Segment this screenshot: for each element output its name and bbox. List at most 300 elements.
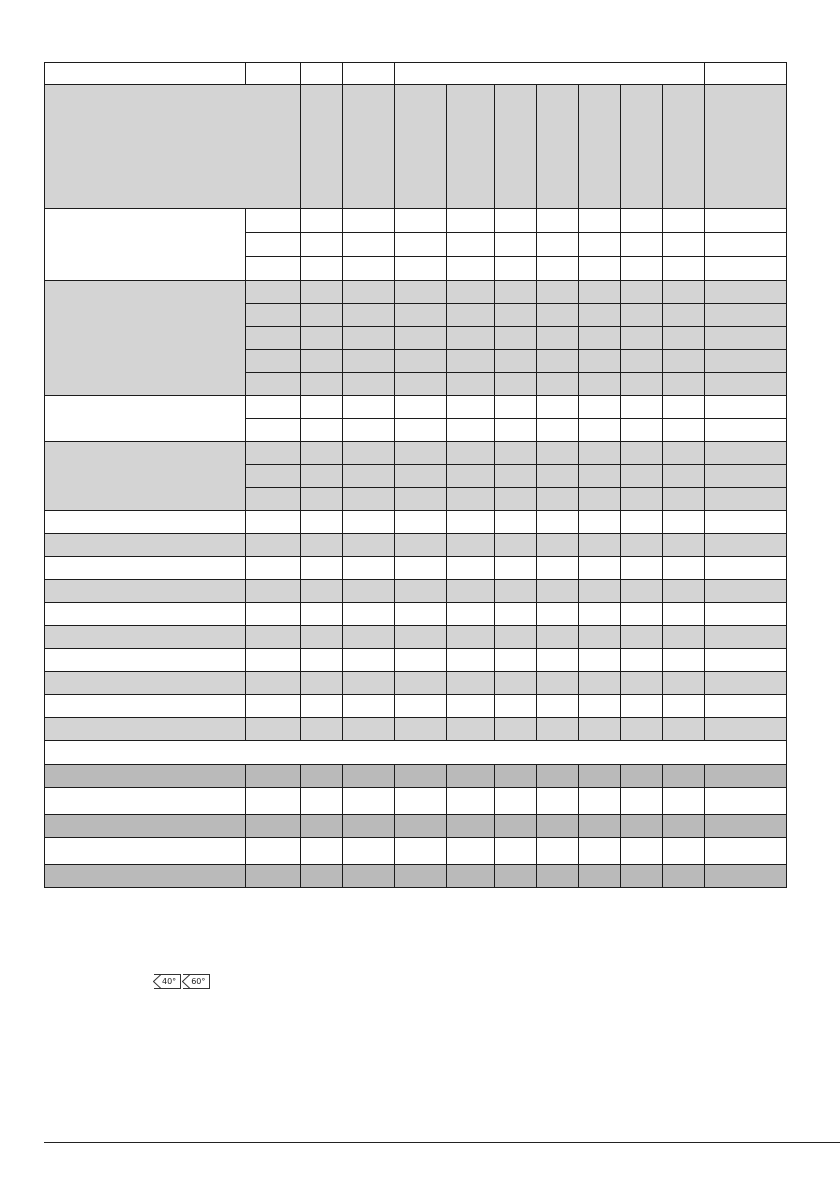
table-cell — [246, 419, 301, 442]
table-cell — [537, 695, 579, 718]
table-cell — [621, 419, 663, 442]
table-cell — [663, 327, 705, 350]
table-cell — [395, 209, 447, 233]
table-cell — [343, 788, 395, 815]
table-cell — [246, 649, 301, 672]
table-cell — [447, 557, 495, 580]
table-cell — [621, 350, 663, 373]
table-cell — [663, 465, 705, 488]
table-cell — [447, 603, 495, 626]
table-cell — [621, 603, 663, 626]
table-cell — [246, 603, 301, 626]
table-cell — [495, 281, 537, 304]
table-cell — [447, 327, 495, 350]
table-cell — [447, 419, 495, 442]
table-cell — [663, 788, 705, 815]
table-cell — [579, 788, 621, 815]
table-cell — [447, 534, 495, 557]
table-cell — [45, 580, 246, 603]
table-cell — [537, 350, 579, 373]
table-row — [45, 85, 787, 209]
table-cell — [621, 718, 663, 741]
table-cell — [495, 649, 537, 672]
table-cell — [579, 373, 621, 396]
table-cell — [705, 718, 787, 741]
table-cell — [343, 488, 395, 511]
table-cell — [579, 765, 621, 788]
table-cell — [537, 580, 579, 603]
table-cell — [537, 419, 579, 442]
table-cell — [705, 63, 787, 85]
table-cell — [705, 257, 787, 281]
table-cell — [705, 603, 787, 626]
table-cell — [447, 580, 495, 603]
table-cell — [663, 419, 705, 442]
table-row — [45, 442, 787, 465]
table-cell — [663, 603, 705, 626]
table-cell — [621, 233, 663, 257]
table-cell — [246, 626, 301, 649]
table-cell — [395, 718, 447, 741]
table-cell — [45, 838, 246, 865]
table-cell — [246, 672, 301, 695]
table-cell — [45, 209, 246, 281]
table-cell — [395, 488, 447, 511]
table-cell — [395, 442, 447, 465]
table-cell — [621, 838, 663, 865]
table-cell — [301, 257, 343, 281]
table-cell — [395, 465, 447, 488]
table-cell — [246, 281, 301, 304]
table-cell — [246, 257, 301, 281]
table-cell — [621, 465, 663, 488]
table-cell — [301, 557, 343, 580]
table-cell — [447, 838, 495, 865]
table-cell — [395, 257, 447, 281]
table-cell — [246, 695, 301, 718]
table-row — [45, 511, 787, 534]
table-cell — [621, 580, 663, 603]
table-cell — [343, 672, 395, 695]
table-cell — [301, 465, 343, 488]
table-cell — [301, 718, 343, 741]
table-cell — [301, 765, 343, 788]
table-cell — [343, 350, 395, 373]
table-cell — [447, 442, 495, 465]
table-cell — [495, 534, 537, 557]
table-cell — [495, 580, 537, 603]
table-cell — [705, 534, 787, 557]
table-cell — [579, 85, 621, 209]
table-cell — [447, 649, 495, 672]
table-cell — [621, 257, 663, 281]
table-row — [45, 865, 787, 888]
table-cell — [45, 603, 246, 626]
table-cell — [447, 465, 495, 488]
table-cell — [705, 209, 787, 233]
table-cell — [495, 511, 537, 534]
table-cell — [495, 557, 537, 580]
table-cell — [301, 788, 343, 815]
table-cell — [663, 695, 705, 718]
table-cell — [395, 304, 447, 327]
table-row — [45, 741, 787, 765]
table-cell — [45, 765, 246, 788]
table-cell — [621, 85, 663, 209]
table-cell — [343, 373, 395, 396]
table-cell — [663, 257, 705, 281]
table-cell — [579, 838, 621, 865]
temperature-badge-40 — [154, 974, 181, 989]
table-cell — [301, 603, 343, 626]
table-cell — [621, 281, 663, 304]
table-cell — [246, 465, 301, 488]
table-cell — [579, 304, 621, 327]
table-cell — [343, 85, 395, 209]
table-cell — [579, 488, 621, 511]
table-cell — [705, 350, 787, 373]
table-row — [45, 695, 787, 718]
table-row — [45, 557, 787, 580]
table-cell — [395, 580, 447, 603]
table-cell — [246, 63, 301, 85]
table-cell — [343, 765, 395, 788]
table-cell — [495, 373, 537, 396]
table-cell — [621, 373, 663, 396]
table-row — [45, 788, 787, 815]
table-cell — [705, 488, 787, 511]
table-cell — [537, 304, 579, 327]
table-cell — [537, 557, 579, 580]
table-cell — [495, 838, 537, 865]
table-cell — [447, 865, 495, 888]
table-cell — [447, 626, 495, 649]
table-cell — [663, 672, 705, 695]
table-row — [45, 534, 787, 557]
table-cell — [395, 63, 705, 85]
table-cell — [301, 695, 343, 718]
table-cell — [301, 488, 343, 511]
table-cell — [705, 765, 787, 788]
table-cell — [343, 838, 395, 865]
table-cell — [447, 718, 495, 741]
table-cell — [621, 649, 663, 672]
table-cell — [663, 815, 705, 838]
table-row — [45, 672, 787, 695]
table-cell — [45, 396, 246, 442]
table-cell — [495, 672, 537, 695]
table-cell — [343, 442, 395, 465]
table-cell — [705, 626, 787, 649]
table-cell — [621, 815, 663, 838]
table-cell — [343, 209, 395, 233]
table-cell — [343, 233, 395, 257]
table-cell — [663, 865, 705, 888]
table-cell — [301, 626, 343, 649]
table-cell — [537, 257, 579, 281]
table-cell — [45, 85, 301, 209]
table-cell — [495, 396, 537, 419]
table-cell — [447, 350, 495, 373]
table-cell — [537, 511, 579, 534]
table-cell — [395, 672, 447, 695]
table-cell — [621, 534, 663, 557]
table-cell — [495, 465, 537, 488]
table-cell — [246, 233, 301, 257]
table-cell — [663, 580, 705, 603]
table-cell — [301, 419, 343, 442]
table-cell — [621, 865, 663, 888]
table-cell — [705, 649, 787, 672]
table-cell — [663, 557, 705, 580]
table-cell — [705, 327, 787, 350]
table-cell — [537, 626, 579, 649]
table-cell — [663, 838, 705, 865]
table-cell — [705, 815, 787, 838]
table-cell — [395, 419, 447, 442]
table-cell — [45, 865, 246, 888]
table-cell — [246, 396, 301, 419]
table-cell — [663, 233, 705, 257]
table-cell — [621, 488, 663, 511]
table-cell — [246, 765, 301, 788]
table-cell — [705, 442, 787, 465]
table-cell — [537, 396, 579, 419]
table-cell — [447, 488, 495, 511]
table-cell — [246, 865, 301, 888]
table-cell — [447, 672, 495, 695]
table-cell — [246, 209, 301, 233]
table-cell — [246, 557, 301, 580]
table-row — [45, 765, 787, 788]
table-cell — [663, 350, 705, 373]
table-cell — [537, 373, 579, 396]
table-cell — [395, 396, 447, 419]
table-cell — [537, 327, 579, 350]
table-cell — [537, 233, 579, 257]
table-cell — [45, 695, 246, 718]
table-cell — [579, 281, 621, 304]
table-cell — [395, 233, 447, 257]
table-cell — [621, 209, 663, 233]
table-cell — [45, 741, 787, 765]
table-cell — [447, 815, 495, 838]
table-cell — [579, 649, 621, 672]
table-row — [45, 603, 787, 626]
table-cell — [45, 718, 246, 741]
table-cell — [663, 281, 705, 304]
table-cell — [663, 304, 705, 327]
table-cell — [395, 603, 447, 626]
table-cell — [579, 442, 621, 465]
table-cell — [246, 838, 301, 865]
table-cell — [537, 765, 579, 788]
table-cell — [246, 304, 301, 327]
table-cell — [395, 511, 447, 534]
table-cell — [343, 580, 395, 603]
table-cell — [395, 815, 447, 838]
table-cell — [495, 442, 537, 465]
table-row — [45, 63, 787, 85]
table-cell — [343, 815, 395, 838]
table-cell — [495, 85, 537, 209]
table-cell — [246, 788, 301, 815]
table-cell — [579, 557, 621, 580]
table-cell — [579, 209, 621, 233]
table-cell — [705, 396, 787, 419]
table-cell — [705, 511, 787, 534]
table-cell — [343, 257, 395, 281]
table-cell — [705, 695, 787, 718]
table-cell — [45, 626, 246, 649]
table-cell — [579, 257, 621, 281]
table-cell — [579, 815, 621, 838]
table-cell — [663, 85, 705, 209]
table-cell — [495, 327, 537, 350]
table-cell — [579, 603, 621, 626]
table-cell — [447, 209, 495, 233]
table-cell — [395, 626, 447, 649]
table-cell — [579, 350, 621, 373]
table-cell — [537, 788, 579, 815]
table-cell — [621, 511, 663, 534]
table-cell — [343, 396, 395, 419]
table-cell — [447, 511, 495, 534]
table-cell — [395, 838, 447, 865]
table-cell — [301, 233, 343, 257]
table-cell — [579, 580, 621, 603]
table-cell — [246, 488, 301, 511]
table-cell — [705, 788, 787, 815]
table-cell — [246, 815, 301, 838]
table-cell — [45, 63, 246, 85]
table-cell — [579, 672, 621, 695]
table-cell — [579, 718, 621, 741]
table-cell — [395, 695, 447, 718]
table-cell — [579, 695, 621, 718]
table-cell — [343, 63, 395, 85]
table-row — [45, 815, 787, 838]
table-cell — [579, 534, 621, 557]
table-cell — [301, 865, 343, 888]
table-cell — [301, 580, 343, 603]
table-cell — [447, 281, 495, 304]
table-cell — [246, 373, 301, 396]
table-cell — [621, 327, 663, 350]
table-cell — [246, 327, 301, 350]
table-cell — [579, 626, 621, 649]
temperature-badge-60 — [183, 974, 210, 989]
table-cell — [45, 442, 246, 511]
table-cell — [537, 718, 579, 741]
table-cell — [343, 465, 395, 488]
table-cell — [705, 419, 787, 442]
table-cell — [447, 304, 495, 327]
table-cell — [395, 557, 447, 580]
table-cell — [579, 327, 621, 350]
table-cell — [301, 649, 343, 672]
table-cell — [246, 442, 301, 465]
table-cell — [537, 838, 579, 865]
table-cell — [301, 534, 343, 557]
table-cell — [621, 626, 663, 649]
table-cell — [447, 788, 495, 815]
table-cell — [537, 672, 579, 695]
table-row — [45, 838, 787, 865]
table-cell — [45, 534, 246, 557]
table-cell — [663, 511, 705, 534]
table-cell — [663, 718, 705, 741]
table-cell — [343, 865, 395, 888]
table-cell — [395, 281, 447, 304]
table-cell — [663, 373, 705, 396]
table-row — [45, 396, 787, 419]
table-cell — [537, 649, 579, 672]
table-cell — [343, 534, 395, 557]
table-cell — [621, 765, 663, 788]
table-cell — [447, 257, 495, 281]
table-cell — [45, 788, 246, 815]
table-cell — [301, 396, 343, 419]
table-cell — [579, 396, 621, 419]
table-cell — [537, 865, 579, 888]
table-cell — [621, 788, 663, 815]
temperature-badges — [154, 974, 210, 989]
table-cell — [495, 419, 537, 442]
table-cell — [663, 626, 705, 649]
table-cell — [395, 765, 447, 788]
table-cell — [395, 85, 447, 209]
table-cell — [579, 419, 621, 442]
table-cell — [705, 281, 787, 304]
table-cell — [621, 304, 663, 327]
table-cell — [343, 649, 395, 672]
table-cell — [621, 396, 663, 419]
table-cell — [45, 672, 246, 695]
table-cell — [447, 695, 495, 718]
table-cell — [395, 649, 447, 672]
table-cell — [537, 603, 579, 626]
table-cell — [495, 350, 537, 373]
table-row — [45, 580, 787, 603]
table-cell — [301, 350, 343, 373]
table-cell — [301, 672, 343, 695]
table-cell — [495, 209, 537, 233]
table-cell — [301, 209, 343, 233]
table-cell — [301, 838, 343, 865]
table-cell — [705, 85, 787, 209]
table-cell — [246, 350, 301, 373]
table-cell — [705, 580, 787, 603]
table-cell — [246, 718, 301, 741]
table-cell — [705, 304, 787, 327]
table-cell — [395, 534, 447, 557]
table-cell — [537, 488, 579, 511]
table-cell — [495, 257, 537, 281]
table-cell — [395, 788, 447, 815]
table-cell — [579, 865, 621, 888]
table-body — [45, 63, 787, 888]
table-row — [45, 626, 787, 649]
table-cell — [705, 672, 787, 695]
table-cell — [246, 511, 301, 534]
table-cell — [45, 815, 246, 838]
table-cell — [537, 85, 579, 209]
table-cell — [447, 373, 495, 396]
table-cell — [45, 511, 246, 534]
table-cell — [705, 233, 787, 257]
table-cell — [537, 442, 579, 465]
